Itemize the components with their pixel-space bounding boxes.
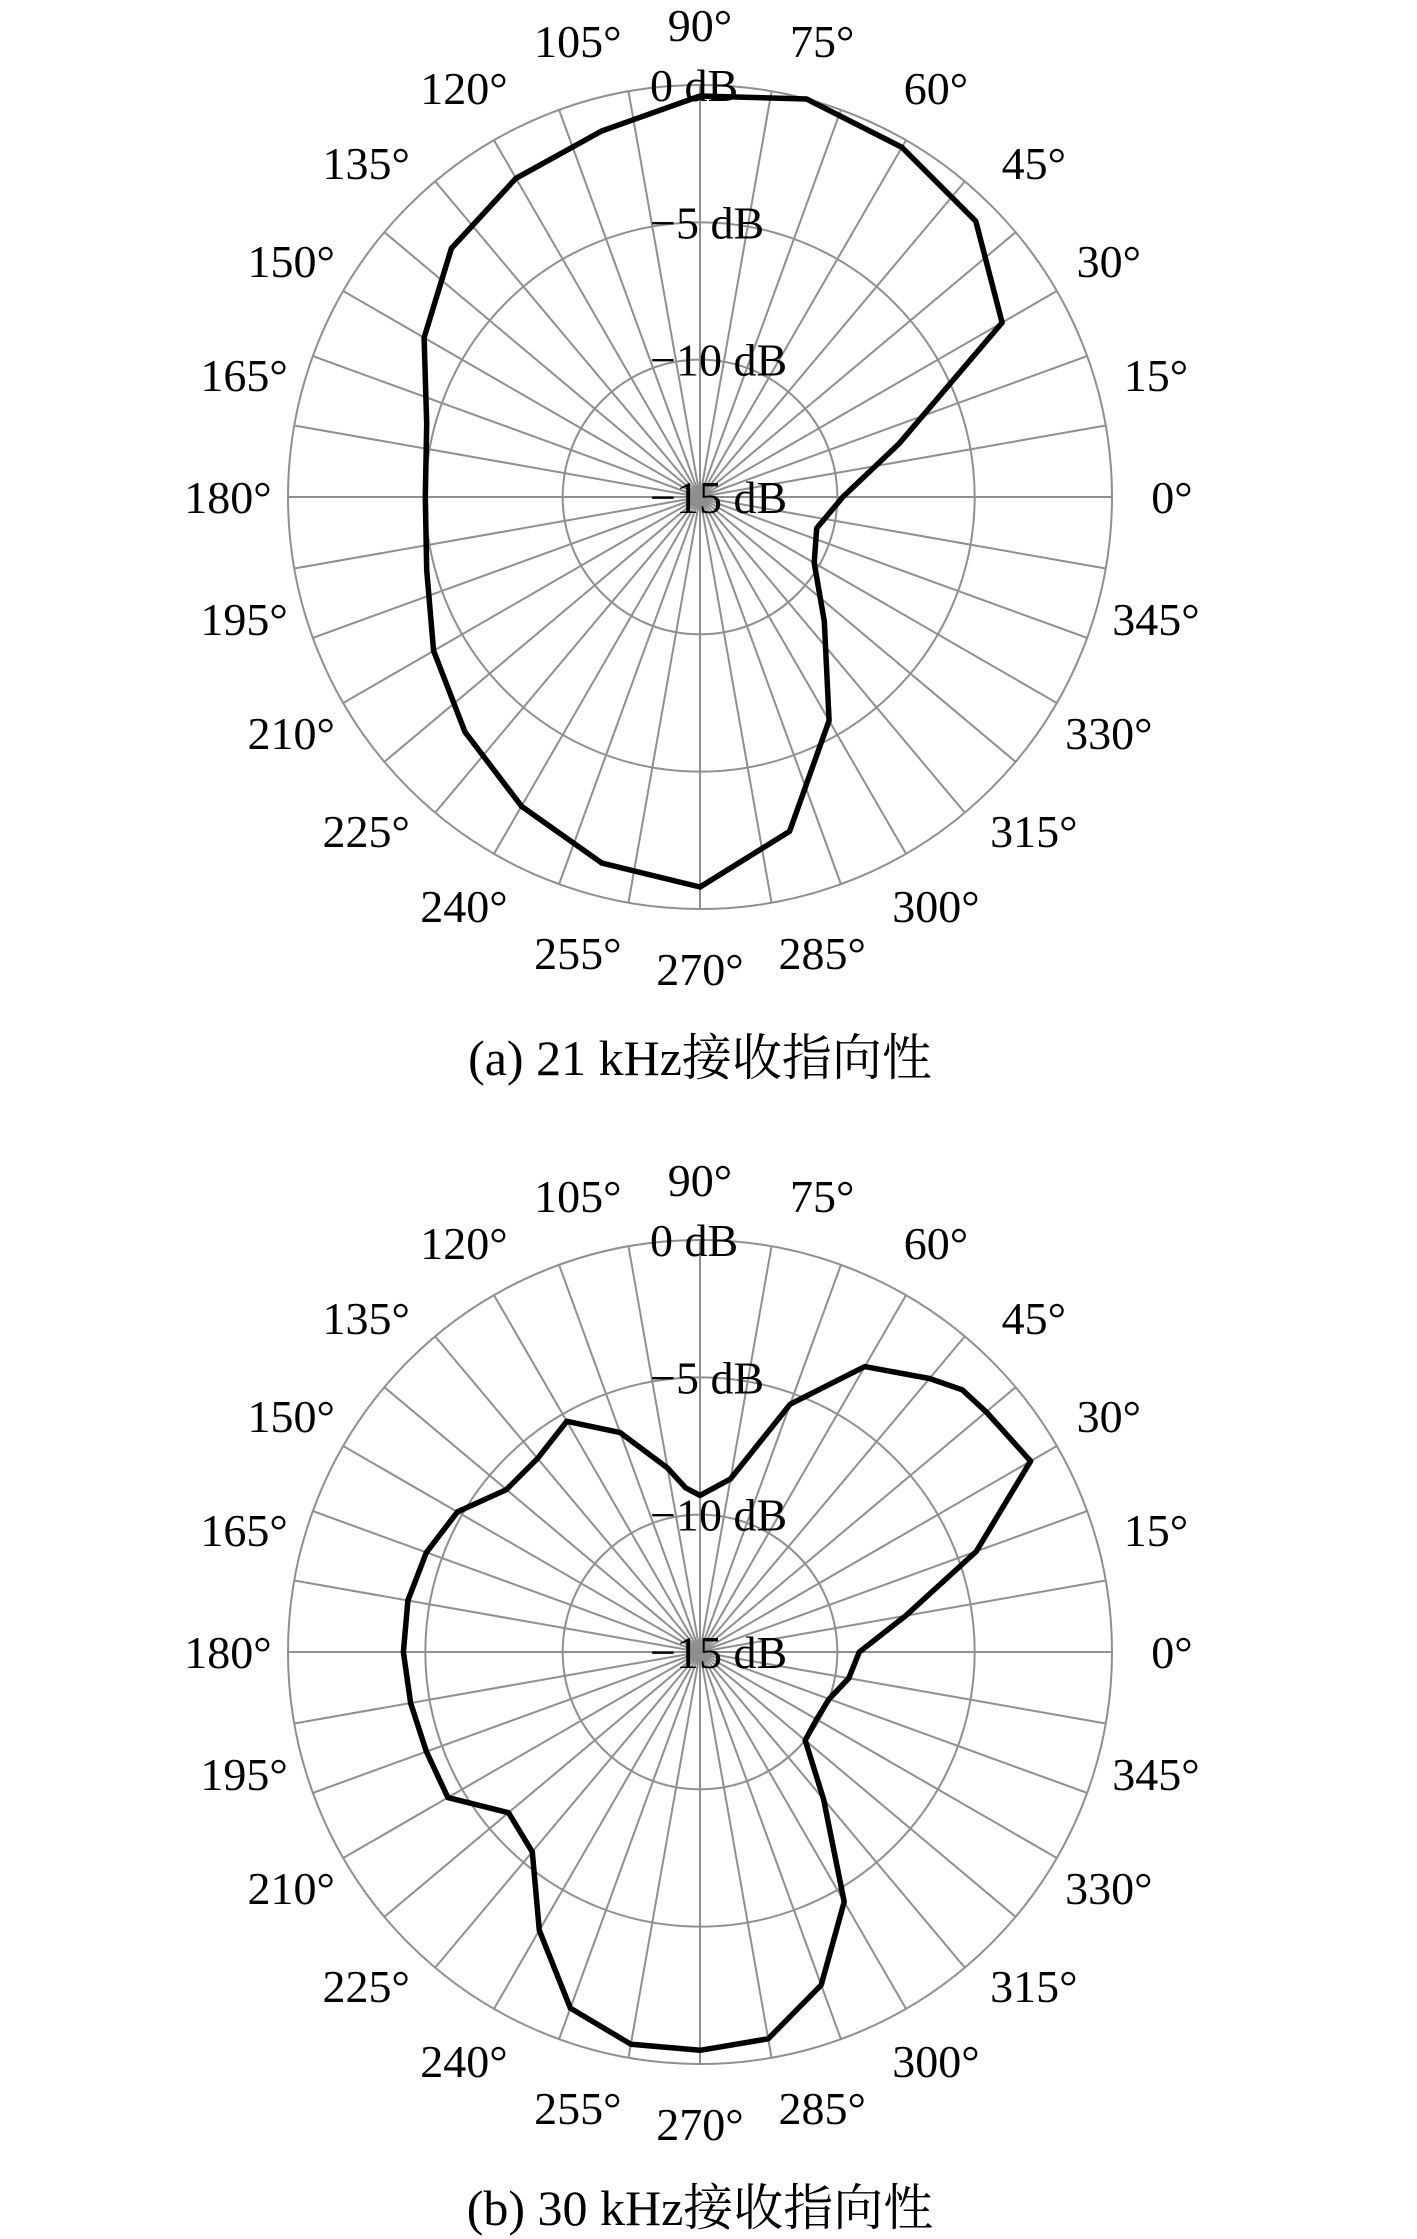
- angle-label-90: 90°: [667, 1155, 733, 1206]
- angle-label-285: 285°: [778, 927, 866, 979]
- angle-label-195: 195°: [200, 1749, 288, 1801]
- angle-label-255: 255°: [534, 927, 622, 979]
- angle-label-165: 165°: [200, 349, 288, 401]
- angle-label-75: 75°: [789, 1171, 855, 1223]
- ring-label-3: −15 dB: [650, 1627, 788, 1678]
- angle-label-45: 45°: [1001, 138, 1067, 190]
- angle-label-345: 345°: [1112, 1749, 1200, 1801]
- angle-label-165: 165°: [200, 1504, 288, 1556]
- ring-label-2: −10 dB: [650, 1489, 788, 1541]
- ring-label-3: −15 dB: [650, 472, 788, 523]
- angle-label-195: 195°: [200, 594, 288, 646]
- angle-label-330: 330°: [1065, 708, 1153, 759]
- angle-label-180: 180°: [184, 1627, 272, 1678]
- angle-label-210: 210°: [247, 1863, 335, 1914]
- ring-label-0: 0 dB: [650, 1215, 739, 1266]
- angle-label-315: 315°: [990, 1960, 1078, 2012]
- angle-label-240: 240°: [420, 880, 508, 932]
- angle-label-15: 15°: [1123, 349, 1189, 401]
- angle-label-60: 60°: [903, 63, 969, 115]
- ring-label-1: −5 dB: [650, 1352, 765, 1404]
- angle-label-180: 180°: [184, 472, 272, 523]
- caption-a: (a) 21 kHz接收指向性: [468, 1030, 932, 1086]
- angle-label-0: 0°: [1151, 1627, 1193, 1678]
- angle-label-270: 270°: [656, 2099, 744, 2150]
- angle-label-120: 120°: [420, 63, 508, 115]
- angle-label-15: 15°: [1123, 1504, 1189, 1556]
- caption-b: (b) 30 kHz接收指向性: [466, 2180, 934, 2236]
- angle-label-150: 150°: [247, 1391, 335, 1442]
- angle-label-105: 105°: [534, 16, 622, 68]
- angle-label-210: 210°: [247, 708, 335, 759]
- polar-chart-b: [184, 1155, 1199, 2150]
- angle-label-135: 135°: [322, 1293, 410, 1345]
- angle-label-225: 225°: [322, 1960, 410, 2012]
- ring-label-2: −10 dB: [650, 334, 788, 386]
- angle-label-150: 150°: [247, 236, 335, 287]
- angle-label-120: 120°: [420, 1218, 508, 1270]
- angle-label-315: 315°: [990, 805, 1078, 857]
- angle-label-240: 240°: [420, 2035, 508, 2087]
- angle-label-105: 105°: [534, 1171, 622, 1223]
- angle-label-300: 300°: [892, 880, 980, 932]
- angle-label-270: 270°: [656, 944, 744, 995]
- angle-label-345: 345°: [1112, 594, 1200, 646]
- angle-label-330: 330°: [1065, 1863, 1153, 1914]
- angle-label-75: 75°: [789, 16, 855, 68]
- angle-label-90: 90°: [667, 0, 733, 51]
- angle-label-255: 255°: [534, 2082, 622, 2134]
- angle-label-45: 45°: [1001, 1293, 1067, 1345]
- angle-label-30: 30°: [1076, 236, 1142, 287]
- directivity-curve: [403, 1367, 1030, 2051]
- angle-label-60: 60°: [903, 1218, 969, 1270]
- angle-label-30: 30°: [1076, 1391, 1142, 1442]
- ring-label-1: −5 dB: [650, 197, 765, 249]
- angle-label-300: 300°: [892, 2035, 980, 2087]
- polar-chart-a: [184, 0, 1199, 995]
- angle-label-225: 225°: [322, 805, 410, 857]
- angle-label-0: 0°: [1151, 472, 1193, 523]
- ring-label-0: 0 dB: [650, 60, 739, 111]
- angle-label-285: 285°: [778, 2082, 866, 2134]
- angle-label-135: 135°: [322, 138, 410, 190]
